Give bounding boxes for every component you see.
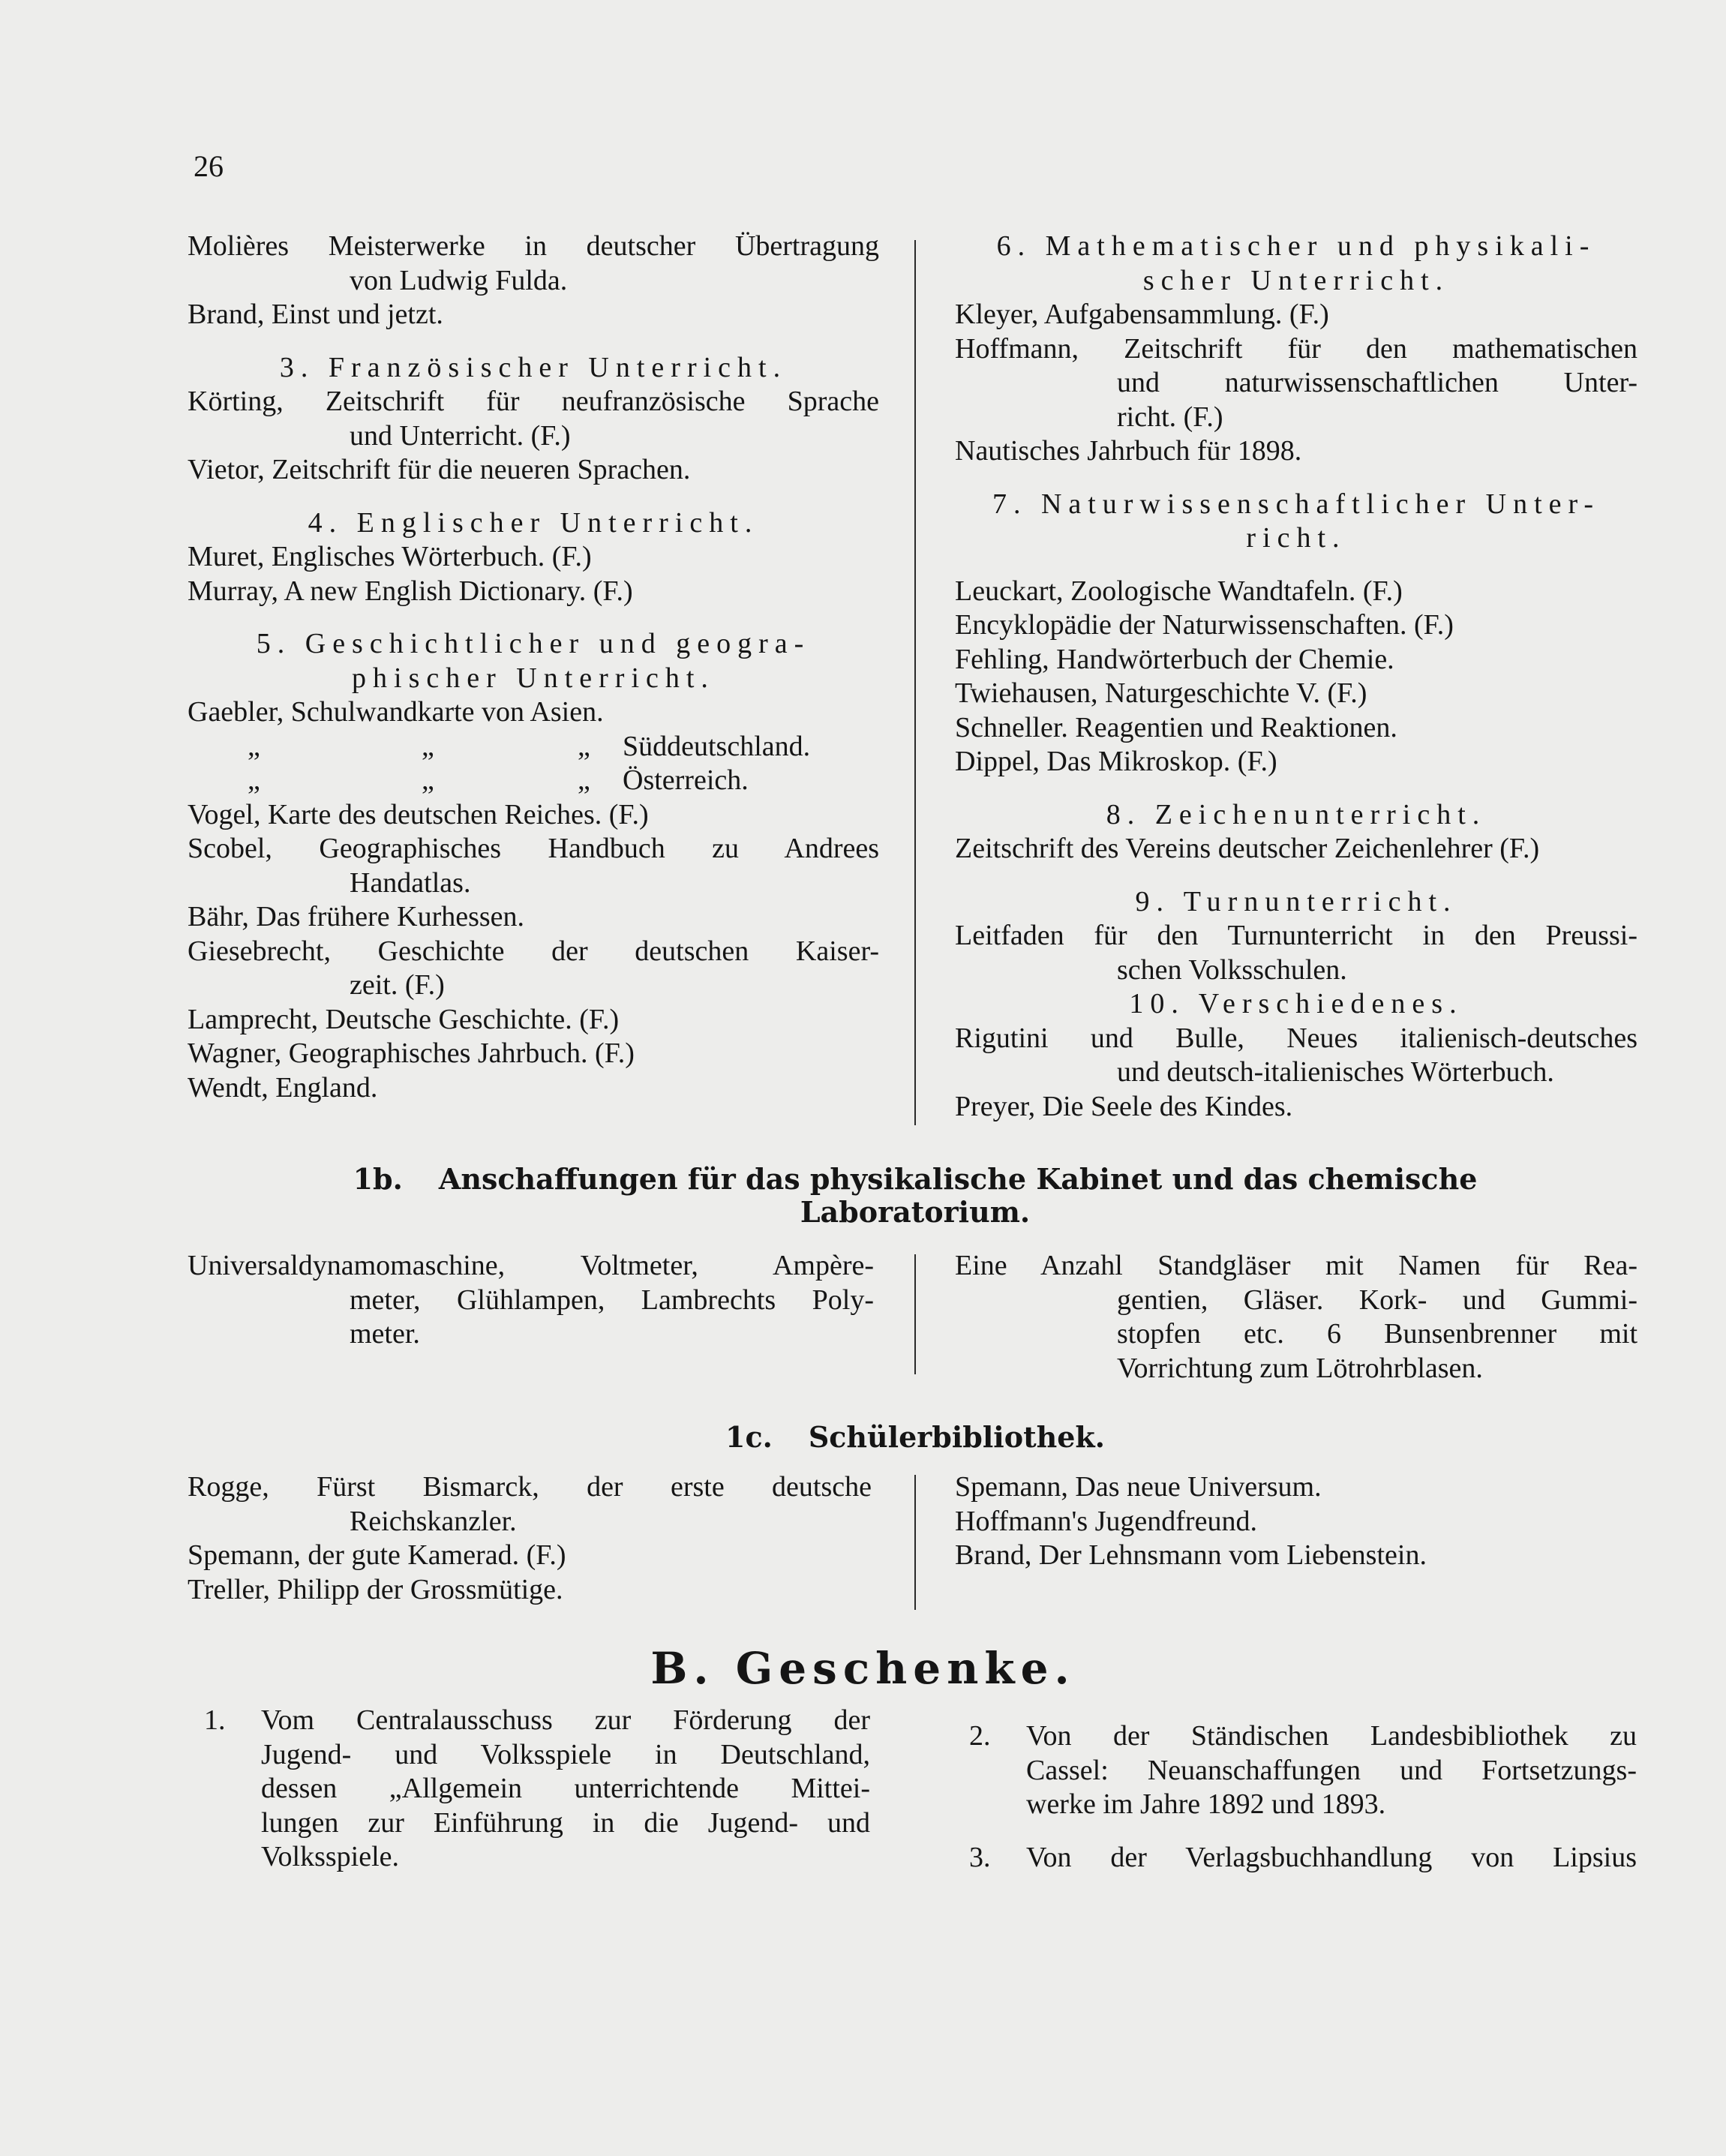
text-line: 7. Naturwissenschaftlicher Unter- (992, 488, 1601, 520)
text-line: Fehling, Handwörterbuch der Chemie. (955, 643, 1394, 675)
text-line: meter. (350, 1318, 420, 1350)
text-line: Rigutini und Bulle, Neues italienisch-deutsches (955, 1022, 1637, 1054)
section-number: 1c. (725, 1420, 773, 1454)
text-line: Brand, Einst und jetzt. (188, 299, 443, 330)
text-line: Molières Meisterwerke in deutscher Übertragung (188, 230, 879, 262)
section-1b-heading (188, 1163, 1643, 1229)
text-line: 9. Turnunterricht. (1135, 885, 1457, 917)
page-number: 26 (194, 149, 224, 183)
text-line: Spemann, der gute Kamerad. (F.) (188, 1539, 566, 1571)
text-line: Scobel, Geographisches Handbuch zu Andrees (188, 833, 879, 864)
text-line: Schneller. Reagentien und Reaktionen. (955, 711, 1397, 743)
text-line: Spemann, Das neue Universum. (955, 1471, 1322, 1503)
section-b-heading: B. Geschenke. (650, 1643, 1076, 1694)
gifts-left: 1. Vom Centralausschuss zur Förderung der Jugend- und Volksspiele in Deutschland, dessen „Allgemein unterrichtende Mittei- lungen zur Einführung in die Jugend- und Volksspiele. (204, 1704, 870, 1872)
text-line: Dippel, Das Mikroskop. (F.) (955, 746, 1277, 777)
text-line: und Unterricht. (F.) (350, 419, 571, 452)
text-line: 8. Zeichenunterricht. (1106, 798, 1487, 830)
text-line: Brand, Der Lehnsmann vom Liebenstein. (955, 1539, 1427, 1571)
text-line: Encyklopädie der Naturwissenschaften. (F.) (955, 609, 1454, 641)
gifts-right: 2. Von der Ständischen Landesbibliothek zu Cassel: Neuanschaffungen und Fortsetzungs- werke im Jahre 1892 und 1893. 3. Von der Verlagsbuchhandlung von Lipsius (969, 1719, 1637, 1875)
text-line: Rogge, Fürst Bismarck, der erste deutsche (188, 1471, 872, 1503)
text-line: Gaebler, Schulwandkarte von Asien. (188, 696, 604, 728)
text-line: Körting, Zeitschrift für neufranzösische Sprache (188, 386, 879, 417)
section-1c-heading (188, 1421, 1643, 1454)
text-line: Handatlas. (350, 866, 471, 899)
ditto-mark: „ (578, 764, 590, 796)
text-line: Zeitschrift des Vereins deutscher Zeichenlehrer (F.) (955, 833, 1540, 864)
text-line: 4. Englischer Unterricht. (308, 506, 759, 539)
text-line: Twiehausen, Naturgeschichte V. (F.) (955, 677, 1367, 709)
gift-entry-2: 2. Von der Ständischen Landesbibliothek zu (969, 1719, 1637, 1754)
text-line: Bähr, Das frühere Kurhessen. (188, 901, 525, 932)
text-line: richt. (1246, 522, 1346, 554)
text-line: Leuckart, Zoologische Wandtafeln. (F.) (955, 575, 1403, 607)
ditto-mark: „ (248, 730, 260, 762)
column-divider (914, 1475, 916, 1610)
text-line: Kleyer, Aufgabensammlung. (F.) (955, 299, 1329, 330)
text-line: Vogel, Karte des deutschen Reiches. (F.) (188, 798, 649, 830)
section-1c-left (188, 1470, 872, 1607)
text-line: 10. Verschiedenes. (1129, 988, 1463, 1019)
ditto-mark: „ (422, 764, 434, 796)
text-line: Leitfaden für den Turnunterricht in den Preussi- (955, 920, 1637, 951)
text-line: von Ludwig Fulda. (350, 264, 568, 296)
top-left-column (188, 230, 879, 1105)
gift-entry-3: 3. Von der Verlagsbuchhandlung von Lipsius (969, 1841, 1637, 1875)
text-line: schen Volksschulen. (1117, 953, 1347, 986)
text-line: phischer Unterricht. (352, 662, 715, 694)
gift-number: 3. (969, 1841, 991, 1873)
text-line: 6. Mathematischer und physikali- (996, 230, 1596, 262)
text-line (188, 730, 879, 764)
text-line: 3. Französischer Unterricht. (279, 351, 788, 383)
text-line (188, 764, 879, 798)
top-right-column (955, 230, 1637, 1124)
gift-number: 2. (969, 1720, 991, 1752)
section-title: Anschaffungen für das physikalische Kabinet und das chemische (438, 1162, 1478, 1196)
text-line: Eine Anzahl Standgläser mit Namen für Rea- (955, 1250, 1637, 1281)
text-line: und deutsch-italienisches Wörterbuch. (1117, 1056, 1554, 1088)
gift-number: 1. (204, 1704, 226, 1736)
ditto-mark: „ (248, 764, 260, 796)
section-number: 1b. (353, 1162, 403, 1196)
text-line: meter, Glühlampen, Lambrechts Poly- (350, 1284, 874, 1316)
section-1b-right (955, 1249, 1637, 1386)
text-line: Wendt, England. (188, 1071, 378, 1104)
section-title-continued: Laboratorium. (800, 1195, 1031, 1229)
ditto-word: Österreich. (623, 764, 749, 796)
text-line: Wagner, Geographisches Jahrbuch. (F.) (188, 1037, 635, 1069)
text-line: Nautisches Jahrbuch für 1898. (955, 435, 1302, 467)
text-line: Vietor, Zeitschrift für die neueren Sprachen. (188, 454, 691, 485)
text-line: zeit. (F.) (350, 969, 445, 1001)
text-line: stopfen etc. 6 Bunsenbrenner mit (1117, 1318, 1637, 1350)
column-divider (914, 240, 916, 1125)
text-line: und naturwissenschaftlichen Unter- (1117, 367, 1637, 398)
text-line: Vorrichtung zum Lötrohrblasen. (1117, 1352, 1483, 1384)
text-line: richt. (F.) (1117, 401, 1223, 433)
text-line: Universaldynamomaschine, Voltmeter, Ampère- (188, 1250, 874, 1281)
gift-entry-1: 1. Vom Centralausschuss zur Förderung der (204, 1704, 870, 1738)
ditto-mark: „ (578, 730, 590, 762)
section-1c-right (955, 1470, 1637, 1573)
column-divider (914, 1254, 916, 1374)
ditto-word: Süddeutschland. (623, 730, 811, 762)
section-1b-left (188, 1249, 874, 1352)
section-title: Schülerbibliothek. (808, 1420, 1105, 1454)
text-line: Muret, Englisches Wörterbuch. (F.) (188, 541, 592, 572)
text-line: Hoffmann's Jugendfreund. (955, 1505, 1257, 1537)
text-line: Giesebrecht, Geschichte der deutschen Kaiser- (188, 935, 879, 967)
text-line: Reichskanzler. (350, 1505, 517, 1537)
text-line: Treller, Philipp der Grossmütige. (188, 1573, 563, 1605)
text-line: Preyer, Die Seele des Kindes. (955, 1090, 1293, 1122)
text-line: Murray, A new English Dictionary. (F.) (188, 575, 633, 607)
ditto-mark: „ (422, 730, 434, 762)
text-line: Lamprecht, Deutsche Geschichte. (F.) (188, 1003, 620, 1035)
text-line: 5. Geschichtlicher und geogra- (256, 628, 811, 659)
text-line: scher Unterricht. (1142, 264, 1450, 296)
text-line: Hoffmann, Zeitschrift für den mathematischen (955, 332, 1637, 365)
text-line: gentien, Gläser. Kork- und Gummi- (1117, 1284, 1637, 1316)
